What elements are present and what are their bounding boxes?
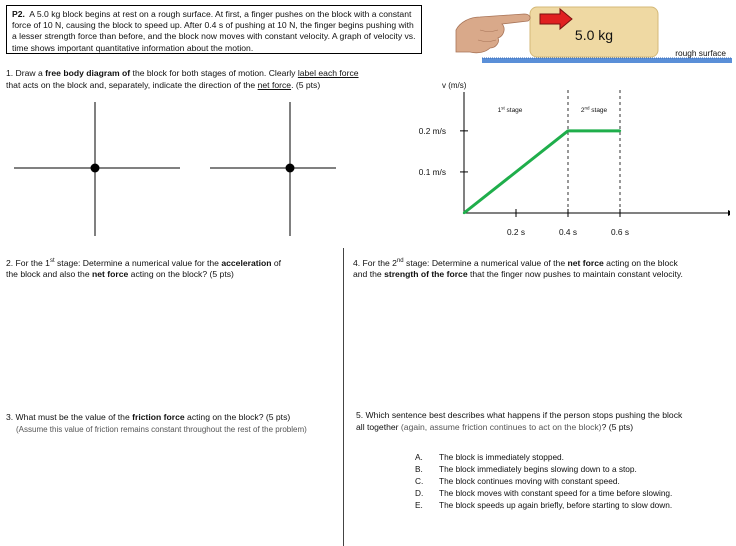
x-tick-label: 0.2 s	[507, 227, 525, 237]
x-tick-label: 0.4 s	[559, 227, 577, 237]
fbd-stage2-axes	[210, 102, 336, 236]
friction-note: (Assume this value of friction remains constant throughout the rest of the problem)	[16, 424, 307, 434]
velocity-data-point	[463, 212, 465, 214]
block-mass-label: 5.0 kg	[574, 27, 614, 43]
question-1: 1. Draw a free body diagram of the block for both stages of motion. Clearly label each force that acts on the block and, separately, indicate the direction of the net force. (5 pts)	[6, 68, 359, 90]
fbd-stage2-dot	[286, 164, 295, 173]
fbd-stage1-axes	[14, 102, 180, 236]
x-tick-label: 0.6 s	[611, 227, 629, 237]
surface-label: rough surface	[675, 48, 726, 58]
free-body-diagram-axes	[10, 100, 340, 240]
choice-c[interactable]: C. The block continues moving with constant speed.	[415, 476, 620, 486]
problem-text: A 5.0 kg block begins at rest on a rough surface. At first, a finger pushes on the block with a constant force of 10 N, causing the block to speed up. After 0.4 s of pushing at 10 N, the finger begins pushing with a lesser strength force than before, and the block now moves with constant velocity. A graph of velocity vs. time shows important quantitative information about the motion.	[12, 9, 416, 53]
question-2: 2. For the 1st stage: Determine a numerical value for the acceleration of the block and also the net force acting on the block? (5 pts)	[6, 257, 282, 280]
choice-b[interactable]: B. The block immediately begins slowing down to a stop.	[415, 464, 637, 474]
question-4: 4. For the 2nd stage: Determine a numerical value of the net force acting on the block and the strength of the force that the finger now pushes to maintain constant velocity.	[353, 257, 683, 280]
x-axis-arrow-icon	[728, 210, 730, 216]
choice-a[interactable]: A. The block is immediately stopped.	[415, 452, 564, 462]
y-tick-label: 0.1 m/s	[418, 166, 446, 177]
velocity-data-point	[619, 130, 621, 132]
question-5: 5. Which sentence best describes what happens if the person stops pushing the block all together (again, assume friction continues to act on the block)? (5 pts)	[356, 410, 683, 432]
question-3: 3. What must be the value of the friction force acting on the block? (5 pts) (Assume this value of friction remains constant throughout the rest of the problem)	[6, 412, 307, 434]
problem-label: P2.	[12, 9, 25, 19]
choice-d[interactable]: D. The block moves with constant speed for a time before slowing.	[415, 488, 673, 498]
problem-statement	[6, 5, 422, 54]
fbd-stage1-dot	[91, 164, 100, 173]
y-tick-label: 0.2 m/s	[418, 125, 446, 136]
column-divider	[343, 248, 344, 546]
velocity-time-graph	[400, 80, 730, 240]
block-scene-illustration	[452, 0, 736, 90]
choice-e[interactable]: E. The block speeds up again briefly, before starting to slow down.	[415, 500, 673, 510]
y-axis-label: v (m/s)	[442, 81, 467, 90]
rough-surface	[482, 58, 732, 63]
stage-1-label: 1st stage	[497, 105, 523, 114]
velocity-series-line	[464, 131, 620, 213]
hand-icon	[456, 14, 530, 53]
velocity-data-point	[567, 130, 569, 132]
stage-2-label: 2nd stage	[580, 105, 608, 114]
